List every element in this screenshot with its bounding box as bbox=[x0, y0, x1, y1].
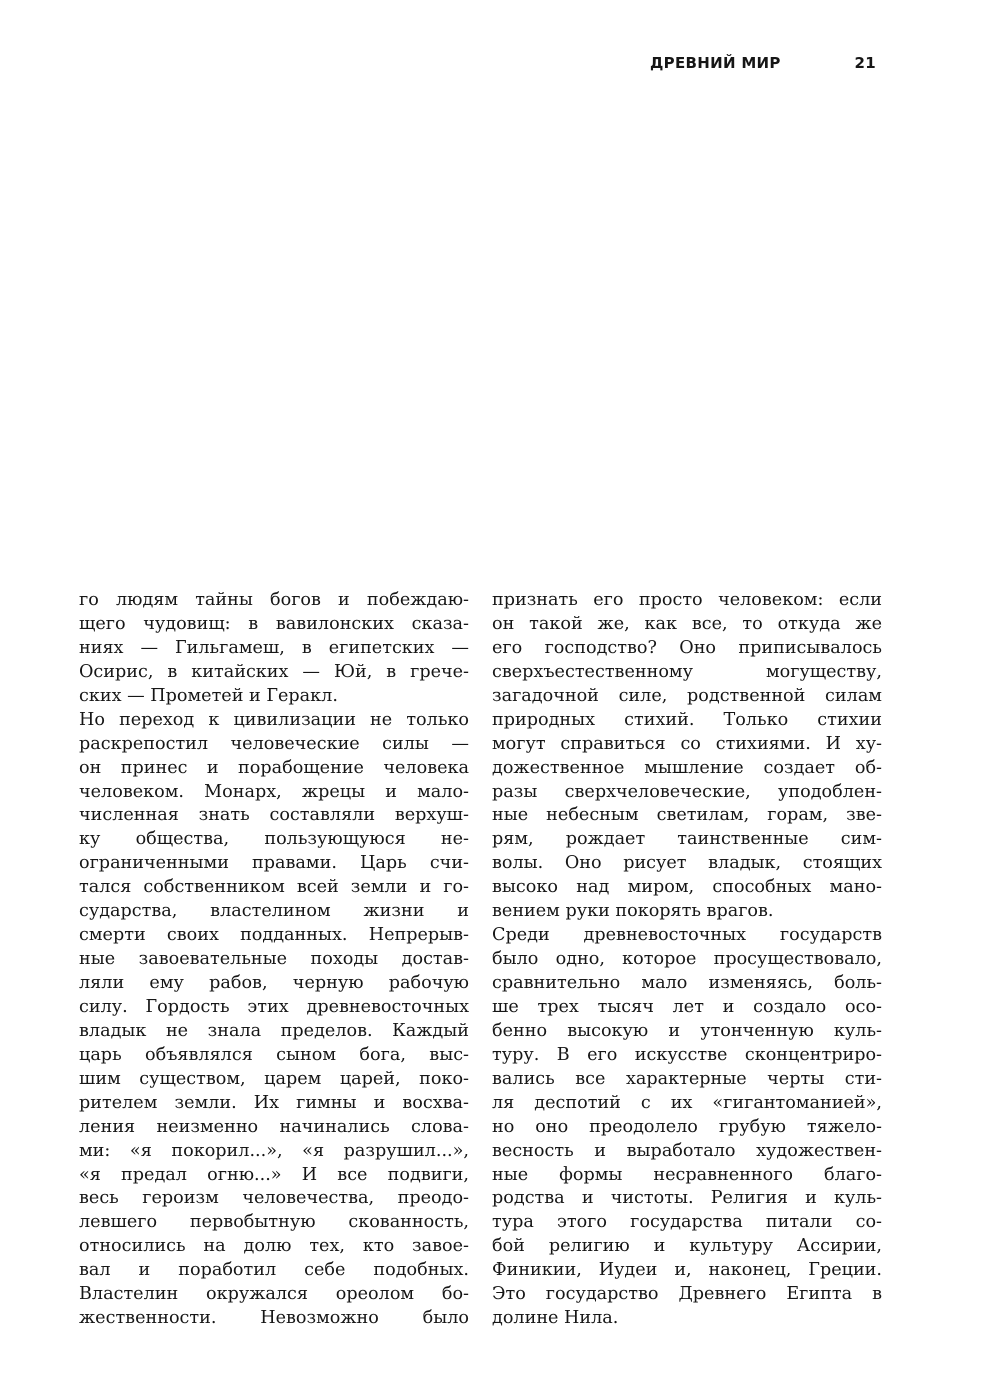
text-line: вением руки покорять врагов. bbox=[492, 901, 774, 922]
text-line: царь объявлялся сыном бога, выс- bbox=[79, 1044, 469, 1065]
text-line: раскрепостил человеческие силы — bbox=[79, 733, 469, 754]
text-line: ляли ему рабов, черную рабочую bbox=[79, 973, 469, 993]
text-line: владык не знала пределов. Каждый bbox=[79, 1020, 469, 1041]
text-line: сравнительно мало изменяясь, боль- bbox=[492, 973, 882, 993]
text-line: относились на долю тех, кто завое- bbox=[79, 1236, 469, 1257]
text-line: Осирис, в китайских — Юй, в грече- bbox=[79, 661, 469, 682]
text-line: ограниченными правами. Царь счи- bbox=[79, 853, 469, 874]
text-line: шим существом, царем царей, поко- bbox=[79, 1068, 469, 1089]
running-head-section-title: ДРЕВНИЙ МИР bbox=[650, 54, 781, 72]
text-line: бой религию и культуру Ассирии, bbox=[492, 1236, 882, 1257]
text-line: ше трех тысяч лет и создало осо- bbox=[492, 996, 882, 1017]
text-line: человеком. Монарх, жрецы и мало- bbox=[79, 781, 469, 802]
text-line: природных стихий. Только стихии bbox=[492, 709, 882, 730]
text-line: рителем земли. Их гимны и восхва- bbox=[79, 1092, 469, 1113]
text-line: Это государство Древнего Египта в bbox=[492, 1284, 882, 1305]
text-line: ниях — Гильгамеш, в египетских — bbox=[79, 637, 469, 658]
text-line: он такой же, как все, то откуда же bbox=[492, 613, 882, 634]
text-line: Властелин окружался ореолом бо- bbox=[79, 1284, 469, 1305]
text-line: смерти своих подданных. Непрерыв- bbox=[79, 925, 469, 946]
text-line: ку общества, пользующуюся не- bbox=[79, 829, 469, 850]
text-line: го людям тайны богов и побеждаю- bbox=[79, 590, 469, 610]
text-line: высоко над миром, способных мано- bbox=[492, 877, 882, 898]
text-line: левшего первобытную скованность, bbox=[79, 1212, 469, 1233]
text-line: Среди древневосточных государств bbox=[492, 925, 882, 946]
text-line: родства и чистоты. Религия и куль- bbox=[492, 1188, 882, 1209]
text-line: долине Нила. bbox=[492, 1308, 619, 1329]
text-line: ные формы несравненного благо- bbox=[492, 1164, 882, 1185]
text-line: признать его просто человеком: если bbox=[492, 590, 882, 610]
text-line: силу. Гордость этих древневосточных bbox=[79, 996, 469, 1017]
text-column-right bbox=[492, 589, 882, 1331]
text-line: туру. В его искусстве сконцентриро- bbox=[492, 1044, 882, 1065]
text-line: сударства, властелином жизни и bbox=[79, 901, 469, 922]
text-line: ми: «я покорил...», «я разрушил...», bbox=[79, 1140, 469, 1161]
text-line: ления неизменно начинались слова- bbox=[79, 1116, 469, 1137]
text-column-left bbox=[79, 589, 469, 1331]
text-line: он принес и порабощение человека bbox=[79, 757, 469, 778]
text-line: бенно высокую и утонченную куль- bbox=[492, 1020, 882, 1041]
text-line: ля деспотий с их «гигантоманией», bbox=[492, 1092, 882, 1113]
text-line: Но переход к цивилизации не только bbox=[79, 709, 469, 730]
text-line: его господство? Оно приписывалось bbox=[492, 637, 882, 658]
text-line: «я предал огню...» И все подвиги, bbox=[79, 1164, 469, 1185]
text-line: тался собственником всей земли и го- bbox=[79, 877, 469, 898]
text-line: могут справиться со стихиями. И ху- bbox=[492, 733, 882, 754]
text-line: весь героизм человечества, преодо- bbox=[79, 1188, 469, 1209]
text-line: ских — Прометей и Геракл. bbox=[79, 685, 338, 706]
text-line: Финикии, Иудеи и, наконец, Греции. bbox=[492, 1260, 882, 1281]
text-line: щего чудовищ: в вавилонских сказа- bbox=[79, 613, 469, 634]
text-line: тура этого государства питали со- bbox=[492, 1212, 882, 1233]
text-line: волы. Оно рисует владык, стоящих bbox=[492, 853, 882, 874]
running-head bbox=[630, 54, 890, 78]
text-line: жественности. Невозможно было bbox=[79, 1308, 469, 1329]
page-number: 21 bbox=[854, 54, 876, 72]
text-line: сверхъестественному могуществу, bbox=[492, 661, 882, 682]
text-line: весность и выработало художествен- bbox=[492, 1140, 882, 1161]
text-line: вались все характерные черты сти- bbox=[492, 1068, 882, 1089]
text-line: разы сверхчеловеческие, уподоблен- bbox=[492, 781, 882, 802]
text-line: дожественное мышление создает об- bbox=[492, 757, 882, 778]
text-line: вал и поработил себе подобных. bbox=[79, 1260, 469, 1281]
text-line: было одно, которое просуществовало, bbox=[492, 949, 882, 970]
text-line: но оно преодолело грубую тяжело- bbox=[492, 1116, 882, 1137]
text-line: численная знать составляли верхуш- bbox=[79, 805, 469, 826]
text-line: ные завоевательные походы достав- bbox=[79, 949, 469, 970]
text-line: загадочной силе, родственной силам bbox=[492, 685, 882, 706]
text-line: ные небесным светилам, горам, зве- bbox=[492, 805, 882, 826]
text-line: рям, рождает таинственные сим- bbox=[492, 829, 882, 850]
